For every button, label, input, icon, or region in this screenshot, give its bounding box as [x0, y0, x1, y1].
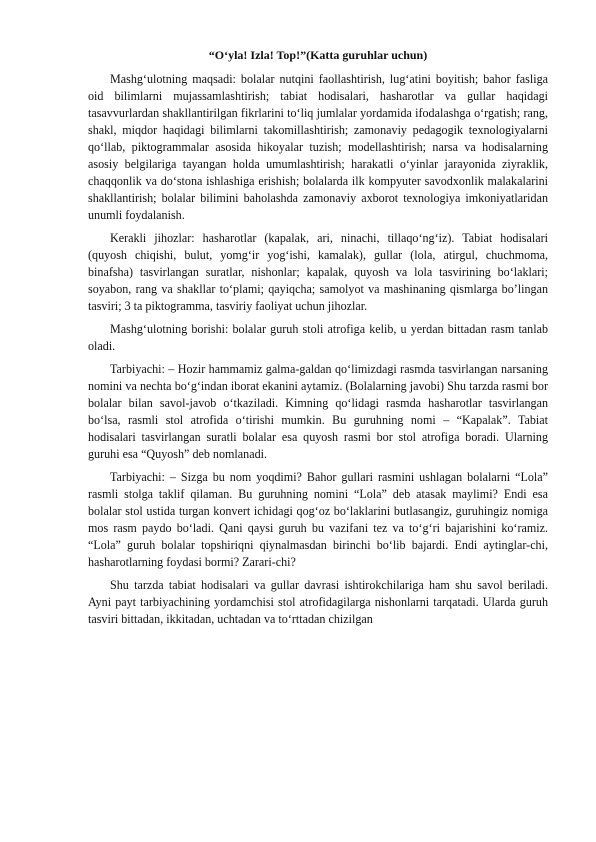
- document-page: [88, 47, 548, 634]
- paragraph-teacher-1: Tarbiyachi: – Hozir hammamiz galma-galdan qo‘limizdagi rasmda tasvirlangan narsaning nomini va nechta bo‘g‘indan iborat ekanini aytamiz. (Bolalarning javobi) Shu tarzda rasmi bor bolalar bilan savol-javob o‘tkaziladi. Kimning qo‘lidagi rasmda hasharotlar tasvirlangan bo‘lsa, rasmli stol atrofida o‘tirishi mumkin. Bu guruhning nomi – “Kapalak”. Tabiat hodisalari tasvirlangan suratli bolalar esa quyosh rasmi bor stol atrofiga boradi. Ularning guruhi esa “Quyosh” deb nomlanadi.: [88, 362, 548, 461]
- paragraph-equipment: Kerakli jihozlar: hasharotlar (kapalak, ari, ninachi, tillaqo‘ng‘iz). Tabiat hodisalari (quyosh chiqishi, bulut, yomg‘ir yog‘ishi, kamalak), gullar (lola, atirgul, chuchmoma, binafsha) tasvirlangan suratlar, nishonlar; kapalak, quyosh va lola tasvirining bo‘laklari; soyabon, rang va shakllar to‘plami; qayiqcha; samolyot va mashinaning qismlarga bo’lingan tasviri; 3 ta piktogramma, tasviriy faoliyat uchun jihozlar.: [88, 231, 548, 313]
- document-title: “O‘yla! Izla! Top!”(Katta guruhlar uchun): [208, 48, 428, 62]
- paragraph-teacher-2: Tarbiyachi: – Sizga bu nom yoqdimi? Bahor gullari rasmini ushlagan bolalarni “Lola” rasmli stolga taklif qilaman. Bu guruhning nomini “Lola” deb atasak maylimi? Endi esa bolalar stol ustida turgan konvert ichidagi qog‘oz bo‘laklarini butlasangiz, guruhingiz nomiga mos rasm paydo bo‘ladi. Qani qaysi guruh bu vazifani tez va to‘g‘ri bajarishini ko‘ramiz. “Lola” guruh bolalar topshiriqni qiynalmasdan birinchi bo‘lib bajardi. Endi aytinglar-chi, hasharotlarning foydasi bormi? Zarari-chi?: [88, 470, 548, 569]
- paragraph-goal: Mashg‘ulotning maqsadi: bolalar nutqini faollashtirish, lug‘atini boyitish; bahor fasliga oid bilimlarni mujassamlashtirish; tabiat hodisalari, hasharotlar va gullar haqidagi tasavvurlardan shakllantirilgan fikrlarini to‘liq jumlalar yordamida ifodalashga o‘rgatish; rang, shakl, miqdor haqidagi bilimlarni takomillashtirish; zamonaviy pedagogik texnologiyalarni qo‘llab, piktogrammalar asosida hikoyalar tuzish; modellashtirish; narsa va hodisalarning asosiy belgilariga tayangan holda umumlashtirish; harakatli o‘yinlar jarayonida ziyraklik, chaqqonlik va do‘stona ishlashiga erishish; bolalarda ilk kompyuter savodxonlik malakalarini shakllantirish; bolalar bilimini baholashda zamonaviy axborot texnologiya imkoniyatlaridan unumli foydalanish.: [88, 72, 548, 222]
- paragraph-procedure: Mashg‘ulotning borishi: bolalar guruh stoli atrofiga kelib, u yerdan bittadan rasm tanlab oladi.: [88, 322, 548, 353]
- paragraph-continuation: Shu tarzda tabiat hodisalari va gullar davrasi ishtirokchilariga ham shu savol beriladi. Ayni payt tarbiyachining yordamchisi stol atrofidagilarga nishonlarni tarqatadi. Ularda guruh tasviri bittadan, ikkitadan, uchtadan va to‘rttadan chizilgan: [88, 578, 548, 626]
